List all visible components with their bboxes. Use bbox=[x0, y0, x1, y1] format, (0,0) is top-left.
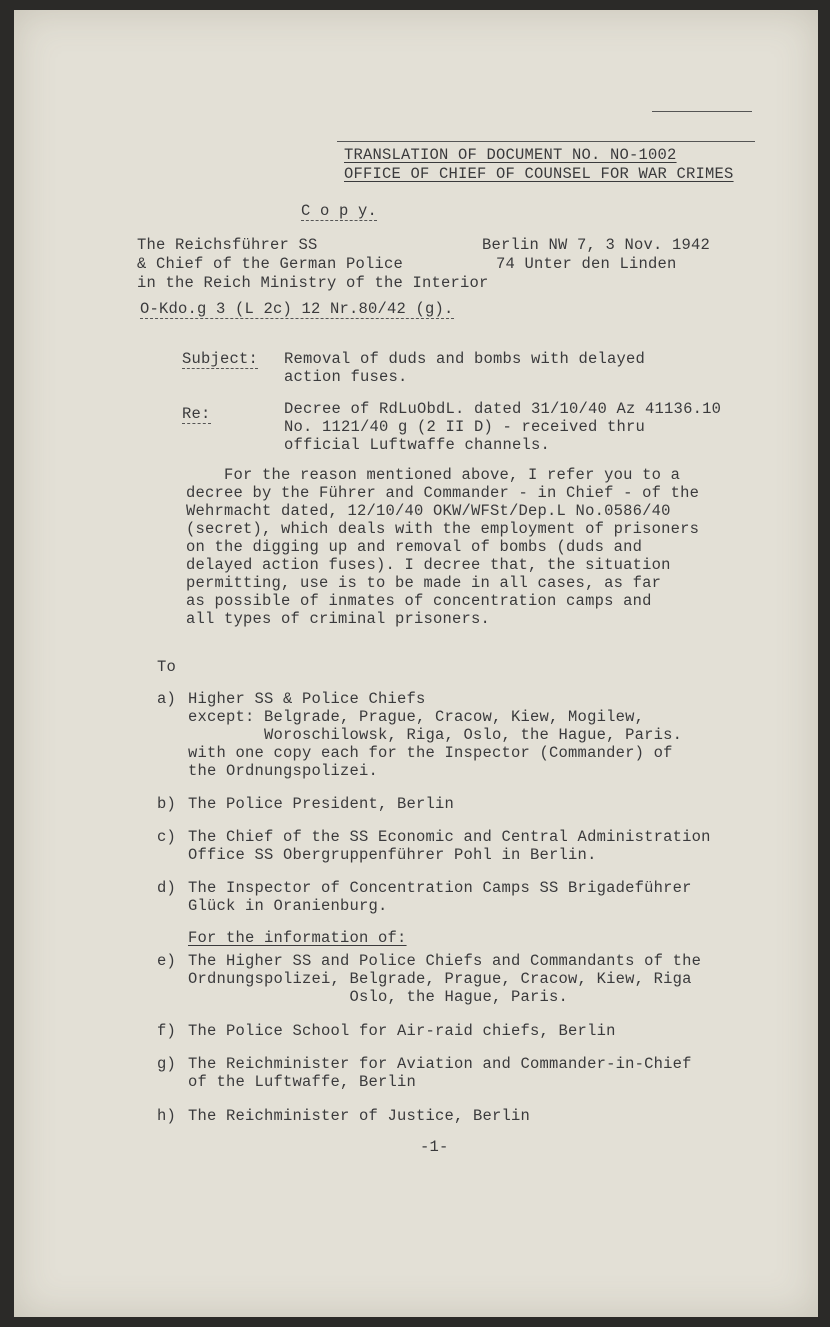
sender-line-1: The Reichsführer SS bbox=[137, 236, 318, 254]
item-f-line-1: The Police School for Air-raid chiefs, Berlin bbox=[188, 1022, 616, 1040]
item-f-letter: f) bbox=[157, 1022, 177, 1040]
body-line-9: all types of criminal prisoners. bbox=[186, 610, 491, 628]
info-label: For the information of: bbox=[188, 929, 407, 947]
item-c-line-1: The Chief of the SS Economic and Central Administration bbox=[188, 828, 711, 846]
reference-number: O-Kdo.g 3 (L 2c) 12 Nr.80/42 (g). bbox=[140, 300, 454, 318]
item-a-line-2: except: Belgrade, Prague, Cracow, Kiew, Mogilew, bbox=[188, 708, 645, 726]
item-b-line-1: The Police President, Berlin bbox=[188, 795, 455, 813]
to-label: To bbox=[157, 658, 177, 676]
body-line-5: on the digging up and removal of bombs (duds and bbox=[186, 538, 643, 556]
item-a-line-5: the Ordnungspolizei. bbox=[188, 762, 379, 780]
body-line-7: permitting, use is to be made in all cases, as far bbox=[186, 574, 662, 592]
sender-line-3: in the Reich Ministry of the Interior bbox=[137, 274, 489, 292]
sender-line-2: & Chief of the German Police bbox=[137, 255, 404, 273]
header-small-rule bbox=[652, 111, 752, 112]
item-d-line-2: Glück in Oranienburg. bbox=[188, 897, 388, 915]
body-line-3: Wehrmacht dated, 12/10/40 OKW/WFSt/Dep.L No.0586/40 bbox=[186, 502, 671, 520]
re-line-3: official Luftwaffe channels. bbox=[284, 436, 551, 454]
body-line-1: For the reason mentioned above, I refer you to a bbox=[186, 466, 681, 484]
item-b-letter: b) bbox=[157, 795, 177, 813]
copy-label: C o p y. bbox=[301, 202, 378, 220]
address: 74 Unter den Linden bbox=[496, 255, 677, 273]
translation-title: TRANSLATION OF DOCUMENT NO. NO-1002 bbox=[344, 146, 677, 164]
office-title: OFFICE OF CHIEF OF COUNSEL FOR WAR CRIMES bbox=[344, 165, 734, 183]
item-g-line-2: of the Luftwaffe, Berlin bbox=[188, 1073, 417, 1091]
re-line-1: Decree of RdLuObdL. dated 31/10/40 Az 41136.10 bbox=[284, 400, 722, 418]
item-e-letter: e) bbox=[157, 952, 177, 970]
item-a-line-1: Higher SS & Police Chiefs bbox=[188, 690, 426, 708]
body-line-2: decree by the Führer and Commander - in Chief - of the bbox=[186, 484, 700, 502]
item-g-line-1: The Reichminister for Aviation and Commander-in-Chief bbox=[188, 1055, 692, 1073]
re-label: Re: bbox=[182, 405, 211, 423]
item-h-line-1: The Reichminister of Justice, Berlin bbox=[188, 1107, 531, 1125]
item-e-line-3: Oslo, the Hague, Paris. bbox=[188, 988, 569, 1006]
item-a-letter: a) bbox=[157, 690, 177, 708]
item-e-line-1: The Higher SS and Police Chiefs and Commandants of the bbox=[188, 952, 702, 970]
body-line-8: as possible of inmates of concentration camps and bbox=[186, 592, 652, 610]
item-c-letter: c) bbox=[157, 828, 177, 846]
subject-label: Subject: bbox=[182, 350, 259, 368]
subject-line-1: Removal of duds and bombs with delayed bbox=[284, 350, 646, 368]
item-d-line-1: The Inspector of Concentration Camps SS Brigadeführer bbox=[188, 879, 692, 897]
item-g-letter: g) bbox=[157, 1055, 177, 1073]
header-top-rule bbox=[337, 141, 755, 142]
subject-line-2: action fuses. bbox=[284, 368, 408, 386]
document-page bbox=[14, 10, 818, 1317]
item-c-line-2: Office SS Obergruppenführer Pohl in Berlin. bbox=[188, 846, 597, 864]
place-date: Berlin NW 7, 3 Nov. 1942 bbox=[482, 236, 711, 254]
item-e-line-2: Ordnungspolizei, Belgrade, Prague, Cracow, Kiew, Riga bbox=[188, 970, 692, 988]
item-h-letter: h) bbox=[157, 1107, 177, 1125]
page-number: -1- bbox=[420, 1138, 449, 1156]
item-a-line-3: Woroschilowsk, Riga, Oslo, the Hague, Paris. bbox=[188, 726, 683, 744]
item-a-line-4: with one copy each for the Inspector (Commander) of bbox=[188, 744, 673, 762]
body-line-4: (secret), which deals with the employment of prisoners bbox=[186, 520, 700, 538]
re-line-2: No. 1121/40 g (2 II D) - received thru bbox=[284, 418, 646, 436]
item-d-letter: d) bbox=[157, 879, 177, 897]
body-line-6: delayed action fuses). I decree that, the situation bbox=[186, 556, 671, 574]
